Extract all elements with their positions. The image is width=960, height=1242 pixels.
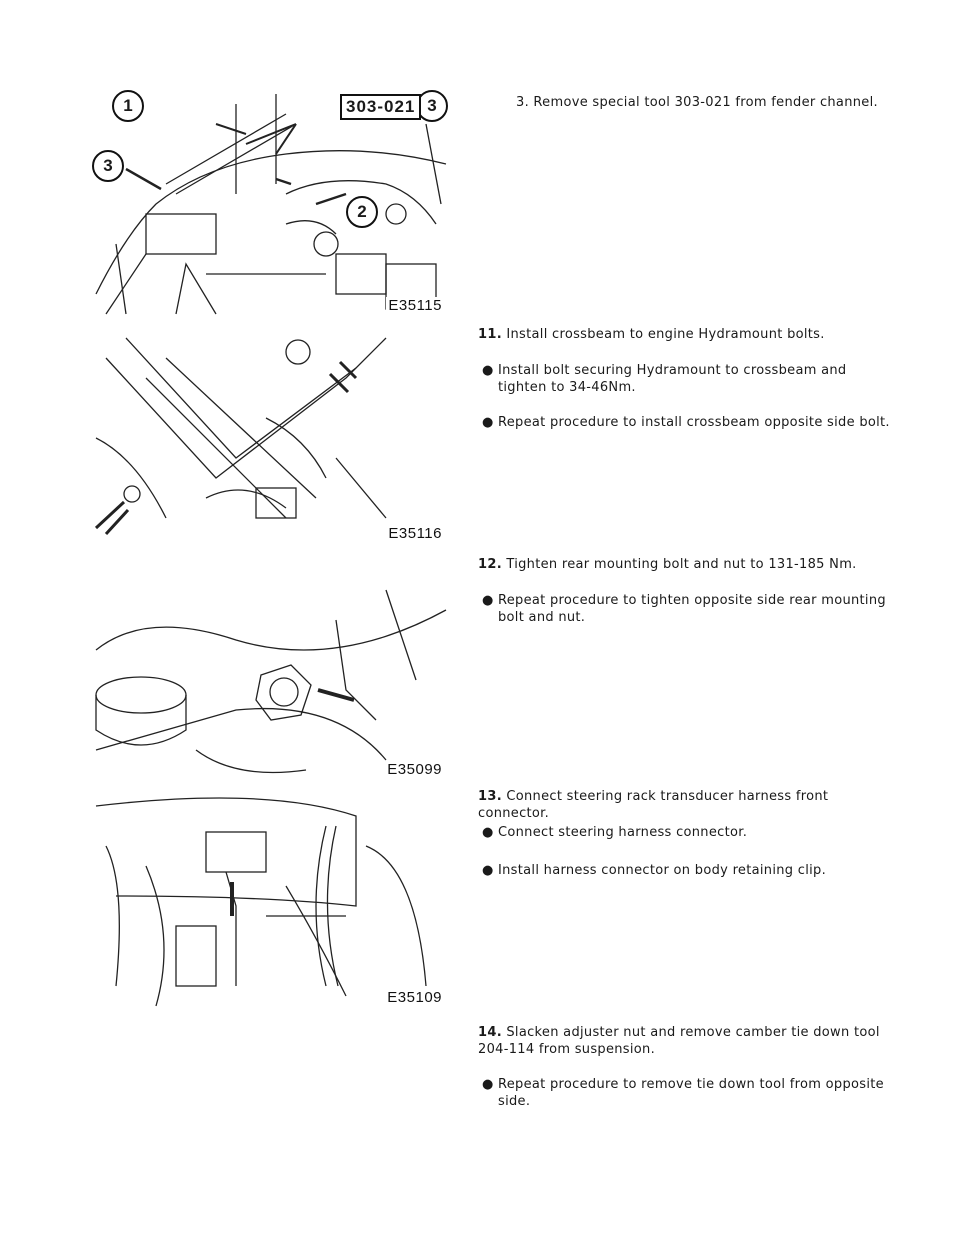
step-14: [478, 1024, 888, 1058]
bullet-text: Connect steering harness connector.: [498, 825, 748, 840]
callout-3-right: 3: [416, 90, 448, 122]
step-number: 12.: [478, 557, 502, 572]
step-number: 11.: [478, 327, 502, 342]
step-13-bullet-1: [482, 824, 898, 841]
harness-connector-illustration: [86, 786, 450, 1008]
step-11-bullet-2: [482, 414, 898, 431]
figure-label: E35099: [387, 761, 442, 778]
tool-number-label: 303-021: [340, 94, 421, 120]
bullet-text: Install bolt securing Hydramount to crossbeam and tighten to 34-46Nm.: [498, 363, 847, 395]
bullet-icon: ●: [482, 363, 494, 378]
step-number: 14.: [478, 1025, 502, 1040]
figure-e35116: [86, 318, 450, 544]
step-text: 3. Remove special tool 303-021 from fender channel.: [516, 95, 878, 110]
figure-label: E35109: [387, 989, 442, 1006]
bullet-text: Repeat procedure to tighten opposite side rear mounting bolt and nut.: [498, 593, 886, 625]
rear-mounting-illustration: [86, 550, 450, 780]
bullet-text: Install harness connector on body retaining clip.: [498, 863, 827, 878]
step-14-bullet-1: [482, 1076, 898, 1110]
figure-e35109: [86, 786, 450, 1008]
bullet-icon: ●: [482, 825, 494, 840]
step-text: Connect steering rack transducer harness front connector.: [478, 789, 829, 821]
callout-1: 1: [112, 90, 144, 122]
step-11: [478, 326, 888, 343]
crossbeam-illustration: [86, 318, 450, 544]
step-12: [478, 556, 888, 573]
step-3-text: [516, 94, 926, 111]
callout-3-left: 3: [92, 150, 124, 182]
bullet-icon: ●: [482, 1077, 494, 1092]
step-13-bullet-2: [482, 862, 898, 879]
bullet-text: Repeat procedure to install crossbeam opposite side bolt.: [498, 415, 890, 430]
step-12-bullet-1: [482, 592, 898, 626]
step-text: Tighten rear mounting bolt and nut to 131-185 Nm.: [501, 557, 857, 572]
step-11-bullet-1: [482, 362, 898, 396]
step-text: Slacken adjuster nut and remove camber tie down tool 204-114 from suspension.: [478, 1025, 880, 1057]
step-13: [478, 788, 888, 822]
bullet-icon: ●: [482, 415, 494, 430]
callout-2: 2: [346, 196, 378, 228]
figure-e35099: [86, 550, 450, 780]
bullet-icon: ●: [482, 863, 494, 878]
bullet-icon: ●: [482, 593, 494, 608]
step-text: Install crossbeam to engine Hydramount bolts.: [501, 327, 825, 342]
step-number: 13.: [478, 789, 502, 804]
figure-label: E35116: [388, 525, 442, 542]
bullet-text: Repeat procedure to remove tie down tool from opposite side.: [498, 1077, 884, 1109]
figure-label: E35115: [388, 297, 442, 314]
figure-e35115: [86, 84, 450, 316]
